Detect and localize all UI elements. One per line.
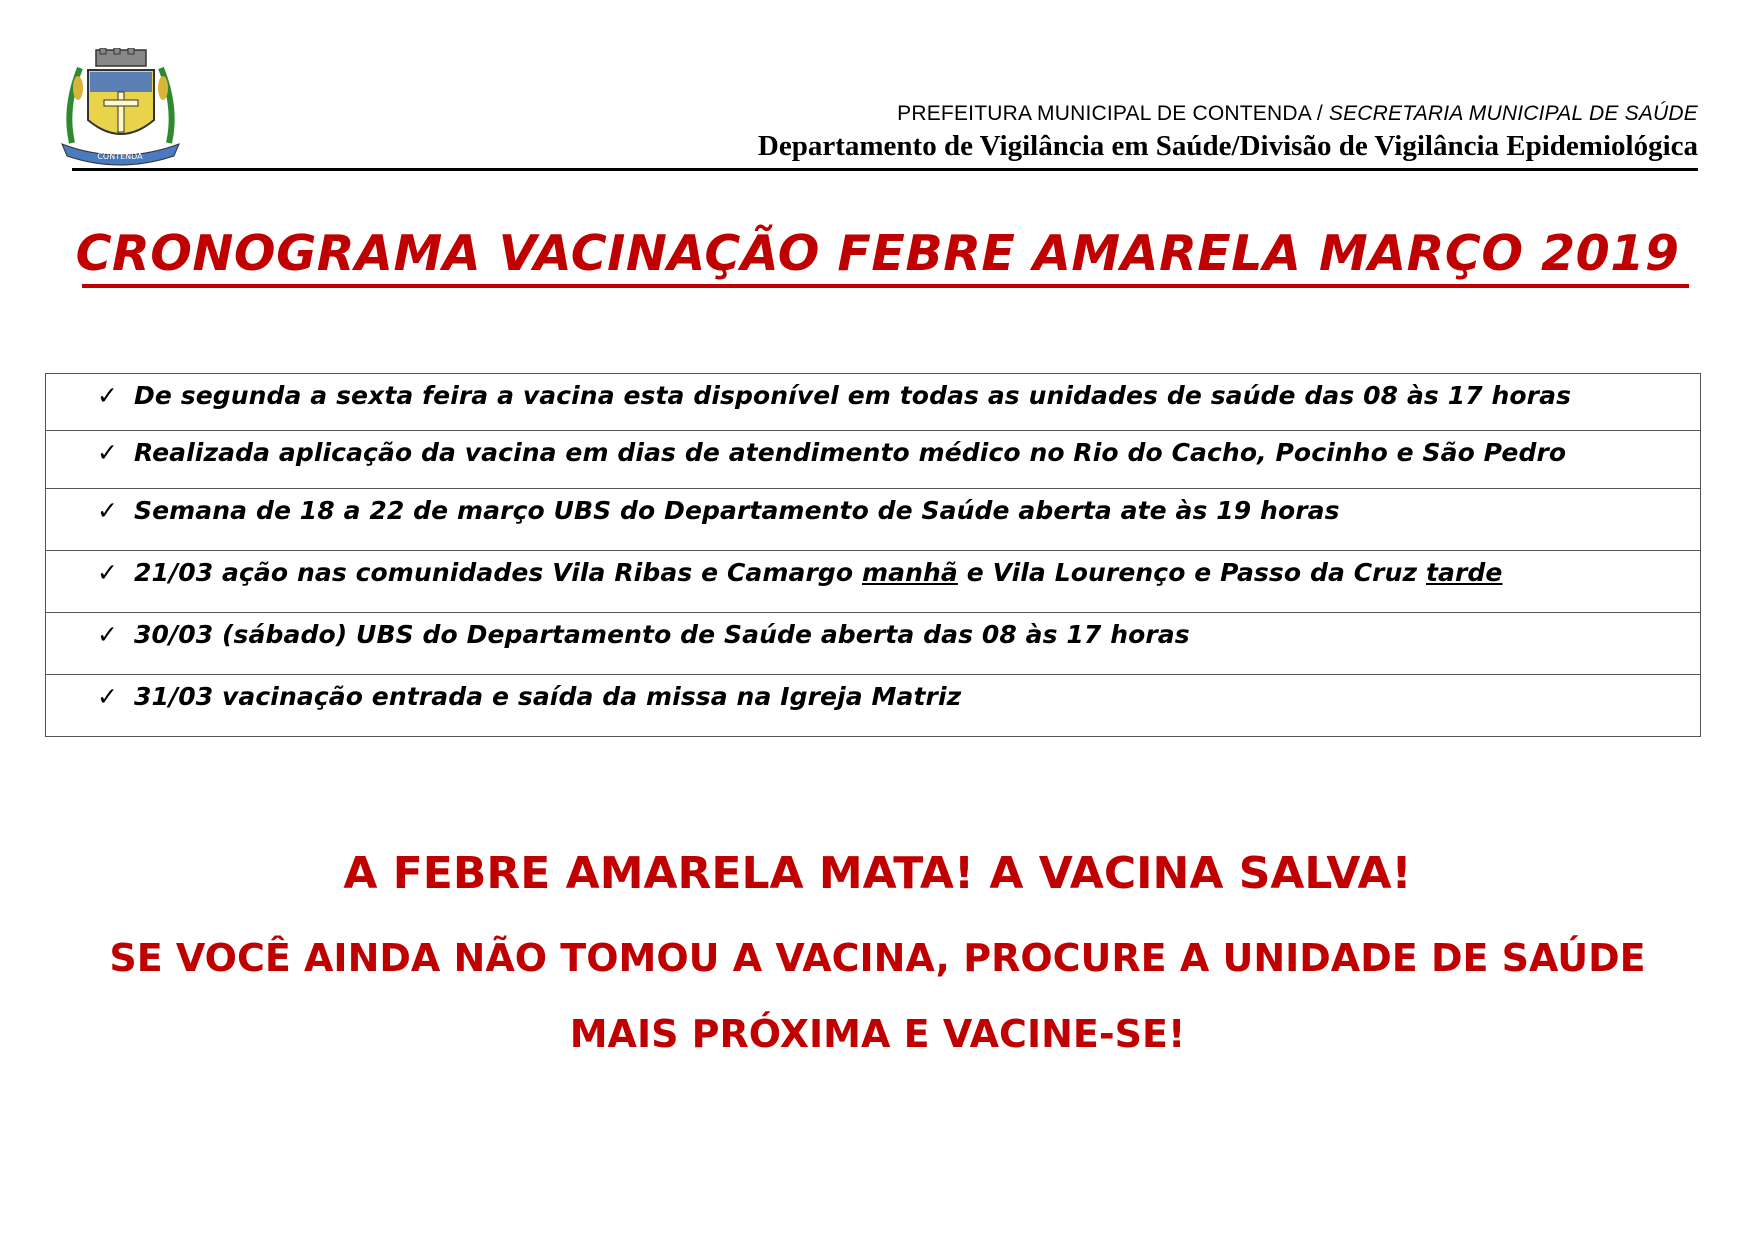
- slogan-line-2: SE VOCÊ AINDA NÃO TOMOU A VACINA, PROCURE A UNIDADE DE SAÚDE: [109, 936, 1646, 980]
- schedule-row: [46, 430, 1700, 488]
- schedule-row: [46, 550, 1700, 612]
- schedule-row-text: 30/03 (sábado) UBS do Departamento de Saúde aberta das 08 às 17 horas: [134, 620, 1190, 649]
- checkmark-icon: ✓: [97, 558, 118, 587]
- schedule-row: [46, 674, 1700, 736]
- schedule-table: [45, 373, 1701, 737]
- svg-text:CONTENDA: CONTENDA: [97, 152, 143, 161]
- header-divider: [72, 168, 1698, 171]
- schedule-row: [46, 488, 1700, 550]
- page-title: CRONOGRAMA VACINAÇÃO FEBRE AMARELA MARÇO 2019: [75, 225, 1680, 282]
- slogan-headline: A FEBRE AMARELA MATA! A VACINA SALVA!: [343, 848, 1412, 899]
- schedule-row-text: Semana de 18 a 22 de março UBS do Departamento de Saúde aberta ate às 19 horas: [134, 496, 1340, 525]
- schedule-row-text: 21/03 ação nas comunidades Vila Ribas e Camargo manhã e Vila Lourenço e Passo da Cruz tarde: [134, 558, 1503, 587]
- schedule-row-text: Realizada aplicação da vacina em dias de atendimento médico no Rio do Cacho, Pocinho e São Pedro: [134, 438, 1567, 467]
- schedule-row-text: 31/03 vacinação entrada e saída da missa na Igreja Matriz: [134, 682, 962, 711]
- schedule-row: [46, 612, 1700, 674]
- checkmark-icon: ✓: [97, 682, 118, 711]
- header-department: Departamento de Vigilância em Saúde/Divisão de Vigilância Epidemiológica: [757, 130, 1698, 162]
- checkmark-icon: ✓: [97, 620, 118, 649]
- header-municipality: PREFEITURA MUNICIPAL DE CONTENDA / SECRETARIA MUNICIPAL DE SAÚDE: [897, 102, 1698, 125]
- municipal-crest-icon: [58, 48, 183, 168]
- checkmark-icon: ✓: [97, 496, 118, 525]
- schedule-row-text: De segunda a sexta feira a vacina esta disponível em todas as unidades de saúde das 08 às 17 horas: [134, 381, 1572, 410]
- checkmark-icon: ✓: [97, 381, 118, 410]
- slogan-line-3: MAIS PRÓXIMA E VACINE-SE!: [569, 1012, 1186, 1056]
- title-underline: [82, 284, 1689, 288]
- checkmark-icon: ✓: [97, 438, 118, 467]
- schedule-row: [46, 374, 1700, 430]
